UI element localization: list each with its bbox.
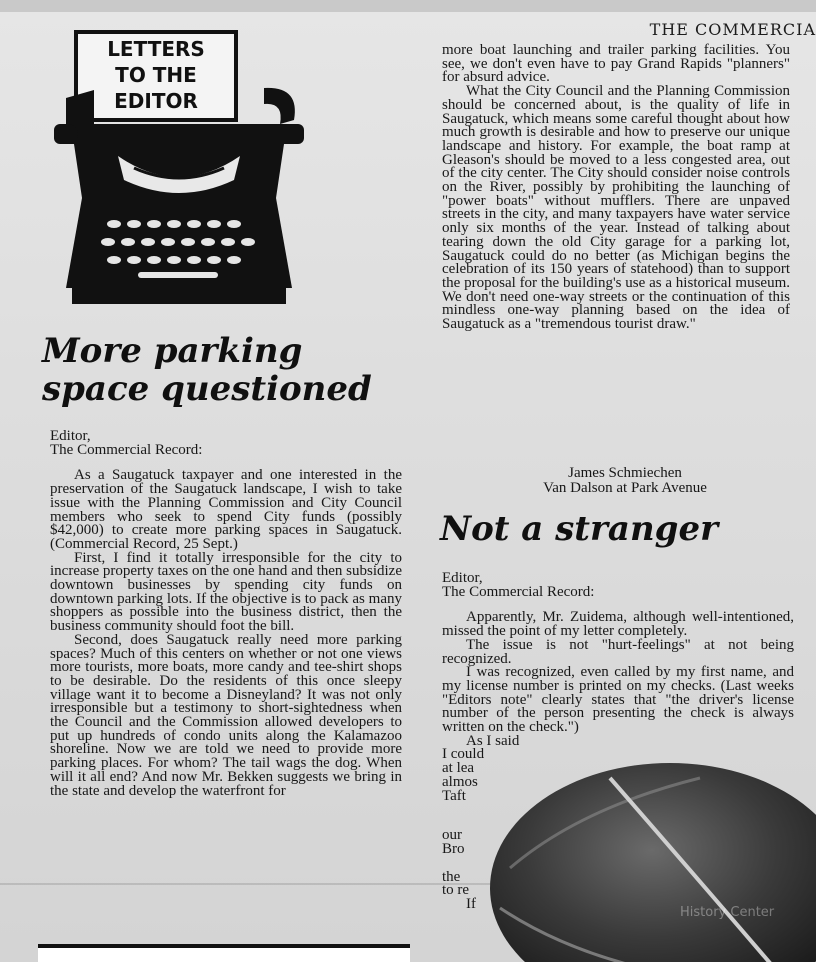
letter1-headline <box>42 332 402 408</box>
letter2-paragraph: I was recognized, even called by my first name, and my license number is printed on my checks. (Last weeks "Editors note" clearly states that "the driver's license number of the person presenting the check is always written on the check.") <box>442 664 794 736</box>
letter1-headline-line1: More parking <box>42 331 303 371</box>
sign-line-3: EDITOR <box>114 89 198 113</box>
watermark: History Center <box>680 905 775 920</box>
letter1-paragraph: As a Saugatuck taxpayer and one interested in the preservation of the Saugatuck landscape, I wish to take issue with the Planning Commission and City Council members who seek to spend City funds (possibly $42,000) to create more parking spaces in Saugatuck. (Commercial Record, 25 Sept.) <box>50 467 402 552</box>
letter1-paragraph: Second, does Saugatuck really need more parking spaces? Much of this centers on whether or not one views more tourists, more boats, more candy and tee-shirt shops to be desirable. Do the residents of this once sleepy village want it to become a Disneyland? It was not only irresponsible but a testimony to short-sightedness when the Council and the Commission allowed developers to put up hundreds of condo units along the Kalamazoo shoreline. Now we are told we need to provide more parking places. For whom? The tail wags the dog. When will it all end? And now Mr. Bekken suggests we bring in the state and develop the waterfront for <box>50 631 402 799</box>
letter2-fragment: If <box>466 896 476 913</box>
signature-address: Van Dalson at Park Avenue <box>543 480 707 496</box>
signature-name: James Schmiechen <box>568 465 682 481</box>
letter2-fragment: to re <box>442 882 470 899</box>
letter2-fragment: our <box>442 827 462 844</box>
stone-paperweight <box>470 738 816 962</box>
newspaper-header: THE COMMERCIA <box>649 20 816 39</box>
salutation-line1: Editor, <box>50 428 91 444</box>
letter1-headline-line2: space questioned <box>42 369 372 409</box>
salutation-line2: The Commercial Record: <box>50 441 203 458</box>
letters-to-the-editor-logo <box>54 28 304 310</box>
letter1-signature <box>440 466 810 496</box>
letter2-fragment: at lea <box>442 760 475 777</box>
salutation-line1: Editor, <box>442 570 483 586</box>
torn-top-edge <box>0 0 816 12</box>
letter2-salutation <box>442 572 794 599</box>
letter2-headline: Not a stranger <box>440 509 718 549</box>
letter2-fragment: Bro <box>442 840 465 857</box>
letter2-paragraph: Apparently, Mr. Zuidema, although well-intentioned, missed the point of my letter completely. <box>442 609 794 640</box>
letter1-salutation <box>50 430 402 457</box>
letter1-continuation <box>442 44 790 332</box>
typewriter-paper-sign <box>76 32 236 120</box>
letter2-paragraph: As I said <box>466 732 520 749</box>
sign-line-1: LETTERS <box>107 37 205 61</box>
letter2-fragment: I could <box>442 746 485 763</box>
letter1-continuation-lead: more boat launching and trailer parking facilities. You see, we don't even have to pay Grand Rapids "planners" for absurd advice. <box>442 42 790 86</box>
next-headline-rule <box>38 944 410 962</box>
salutation-line2: The Commercial Record: <box>442 583 595 600</box>
letter2-fragment: the <box>442 868 461 885</box>
letter2-fragment: almos <box>442 773 478 790</box>
letter2-paragraph: The issue is not "hurt-feelings" at not being recognized. <box>442 636 794 667</box>
letter1-body <box>50 430 402 798</box>
sign-line-2: TO THE <box>115 63 197 87</box>
letter1-paragraph: First, I find it totally irresponsible for the city to increase property taxes on the one hand and then subsidize downtown businesses by spending city funds on downtown parking lots. If the objective is to pack as many shoppers as possible into the business district, then the business community should foot the bill. <box>50 549 402 635</box>
letter1-continuation-paragraph: What the City Council and the Planning Commission should be concerned about, is the quality of life in Saugatuck, which means some careful thought about how much growth is desirable and how to preserve our unique landscape and history. For example, the boat ramp at Gleason's should be moved to a less congested area, out of the city center. The City should consider noise controls on the River, possibly by prohibiting the launching of "power boats" without mufflers. There are unpaved streets in the city, and many taxpayers have water service only six months of the year. Instead of talking about tearing down the old City garage for a parking lot, Saugatuck could do no better (as Michigan begins the celebration of its 150 years of statehood) than to support the proposal for the building's use as a historical museum. We don't need one-way streets or the continuation of this mindless one-way planning based on the idea of Saugatuck as a "tremendous tourist draw." <box>442 83 790 333</box>
letter2-fragment: Taft <box>442 787 466 804</box>
